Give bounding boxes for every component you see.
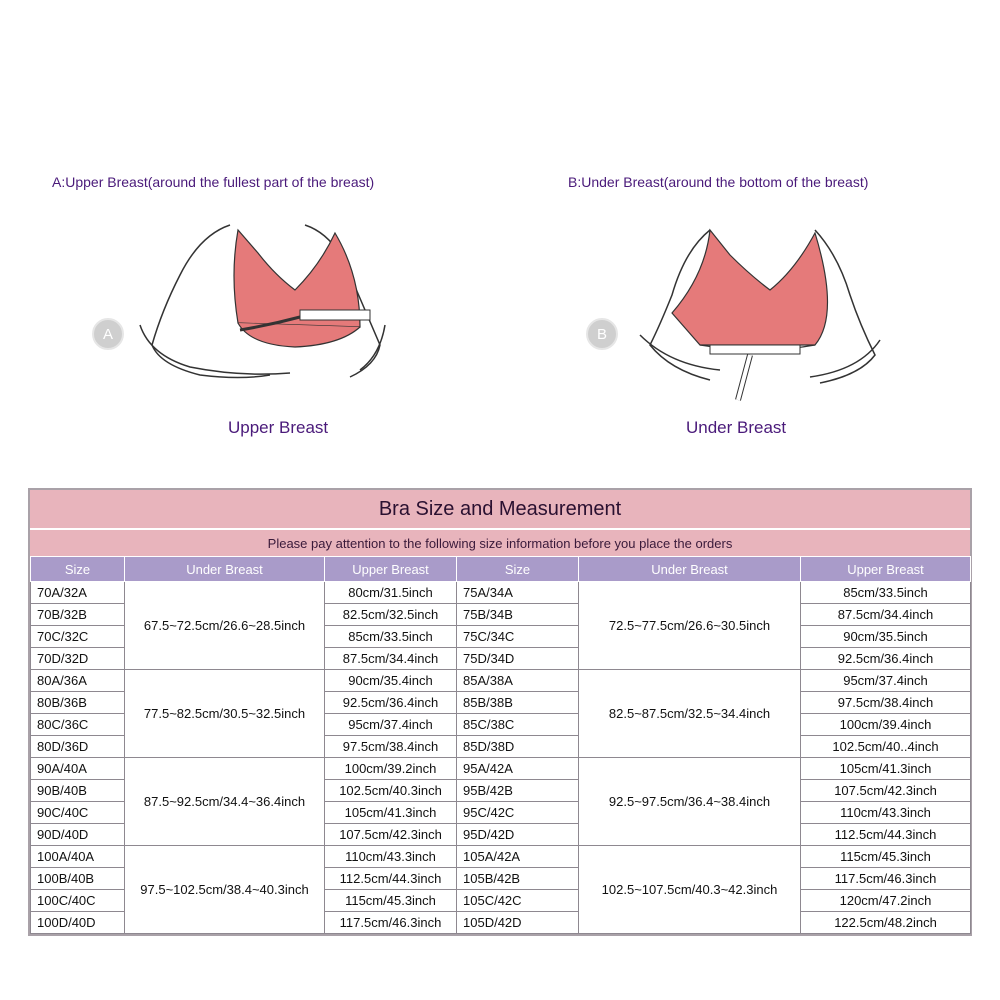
- upper-breast-cell: 95cm/37.4inch: [801, 670, 971, 692]
- size-cell: 105A/42A: [457, 846, 579, 868]
- size-cell: 80C/36C: [31, 714, 125, 736]
- size-cell: 100B/40B: [31, 868, 125, 890]
- upper-breast-cell: 80cm/31.5inch: [325, 582, 457, 604]
- size-cell: 70B/32B: [31, 604, 125, 626]
- size-cell: 100D/40D: [31, 912, 125, 934]
- under-breast-cell: 92.5~97.5cm/36.4~38.4inch: [579, 758, 801, 846]
- under-breast-cell: 97.5~102.5cm/38.4~40.3inch: [125, 846, 325, 934]
- badge-a: A: [92, 318, 124, 350]
- upper-breast-cell: 105cm/41.3inch: [325, 802, 457, 824]
- size-cell: 80B/36B: [31, 692, 125, 714]
- header-under-breast: Under Breast: [125, 557, 325, 582]
- size-cell: 105B/42B: [457, 868, 579, 890]
- upper-breast-cell: 85cm/33.5inch: [325, 626, 457, 648]
- upper-breast-cell: 115cm/45.3inch: [325, 890, 457, 912]
- upper-breast-cell: 92.5cm/36.4inch: [801, 648, 971, 670]
- header-upper-breast: Upper Breast: [325, 557, 457, 582]
- size-grid: [30, 556, 971, 934]
- upper-breast-cell: 115cm/45.3inch: [801, 846, 971, 868]
- under-breast-cell: 87.5~92.5cm/34.4~36.4inch: [125, 758, 325, 846]
- upper-breast-cell: 122.5cm/48.2inch: [801, 912, 971, 934]
- header-size: Size: [31, 557, 125, 582]
- upper-breast-cell: 90cm/35.5inch: [801, 626, 971, 648]
- size-cell: 90C/40C: [31, 802, 125, 824]
- upper-breast-cell: 102.5cm/40..4inch: [801, 736, 971, 758]
- upper-breast-cell: 100cm/39.2inch: [325, 758, 457, 780]
- table-title: Bra Size and Measurement: [30, 490, 970, 530]
- upper-breast-cell: 120cm/47.2inch: [801, 890, 971, 912]
- size-cell: 70C/32C: [31, 626, 125, 648]
- upper-breast-cell: 107.5cm/42.3inch: [325, 824, 457, 846]
- size-cell: 90B/40B: [31, 780, 125, 802]
- size-cell: 85D/38D: [457, 736, 579, 758]
- size-cell: 105D/42D: [457, 912, 579, 934]
- upper-breast-cell: 97.5cm/38.4inch: [801, 692, 971, 714]
- badge-b: B: [586, 318, 618, 350]
- size-cell: 95B/42B: [457, 780, 579, 802]
- size-cell: 70D/32D: [31, 648, 125, 670]
- size-cell: 95A/42A: [457, 758, 579, 780]
- upper-breast-cell: 92.5cm/36.4inch: [325, 692, 457, 714]
- label-upper-breast: Upper Breast: [228, 418, 329, 437]
- table-row: [31, 582, 971, 604]
- size-cell: 90A/40A: [31, 758, 125, 780]
- upper-breast-cell: 110cm/43.3inch: [801, 802, 971, 824]
- upper-breast-cell: 102.5cm/40.3inch: [325, 780, 457, 802]
- upper-breast-cell: 87.5cm/34.4inch: [325, 648, 457, 670]
- upper-breast-cell: 85cm/33.5inch: [801, 582, 971, 604]
- table-subtitle: Please pay attention to the following size information before you place the orders: [30, 530, 970, 556]
- size-cell: 80A/36A: [31, 670, 125, 692]
- upper-breast-cell: 110cm/43.3inch: [325, 846, 457, 868]
- size-cell: 75C/34C: [457, 626, 579, 648]
- size-cell: 85A/38A: [457, 670, 579, 692]
- caption-upper-breast: A:Upper Breast(around the fullest part of the breast): [52, 174, 375, 190]
- upper-breast-cell: 117.5cm/46.3inch: [801, 868, 971, 890]
- upper-breast-illustration: [80, 205, 460, 415]
- upper-breast-cell: 87.5cm/34.4inch: [801, 604, 971, 626]
- size-cell: 75D/34D: [457, 648, 579, 670]
- table-header-row: [31, 557, 971, 582]
- caption-under-breast: B:Under Breast(around the bottom of the breast): [568, 174, 869, 190]
- size-cell: 70A/32A: [31, 582, 125, 604]
- under-breast-cell: 77.5~82.5cm/30.5~32.5inch: [125, 670, 325, 758]
- upper-breast-cell: 95cm/37.4inch: [325, 714, 457, 736]
- table-row: [31, 758, 971, 780]
- size-cell: 85B/38B: [457, 692, 579, 714]
- header-under-breast: Under Breast: [579, 557, 801, 582]
- upper-breast-cell: 82.5cm/32.5inch: [325, 604, 457, 626]
- under-breast-illustration: [560, 205, 940, 415]
- upper-breast-cell: 107.5cm/42.3inch: [801, 780, 971, 802]
- size-cell: 85C/38C: [457, 714, 579, 736]
- under-breast-cell: 72.5~77.5cm/26.6~30.5inch: [579, 582, 801, 670]
- size-cell: 95D/42D: [457, 824, 579, 846]
- header-size: Size: [457, 557, 579, 582]
- size-cell: 95C/42C: [457, 802, 579, 824]
- size-cell: 90D/40D: [31, 824, 125, 846]
- upper-breast-cell: 105cm/41.3inch: [801, 758, 971, 780]
- upper-breast-cell: 97.5cm/38.4inch: [325, 736, 457, 758]
- under-breast-cell: 82.5~87.5cm/32.5~34.4inch: [579, 670, 801, 758]
- upper-breast-cell: 112.5cm/44.3inch: [325, 868, 457, 890]
- size-cell: 100A/40A: [31, 846, 125, 868]
- header-upper-breast: Upper Breast: [801, 557, 971, 582]
- size-cell: 105C/42C: [457, 890, 579, 912]
- under-breast-cell: 67.5~72.5cm/26.6~28.5inch: [125, 582, 325, 670]
- size-cell: 80D/36D: [31, 736, 125, 758]
- upper-breast-cell: 90cm/35.4inch: [325, 670, 457, 692]
- label-under-breast: Under Breast: [686, 418, 787, 437]
- table-row: [31, 670, 971, 692]
- table-row: [31, 846, 971, 868]
- under-breast-cell: 102.5~107.5cm/40.3~42.3inch: [579, 846, 801, 934]
- size-cell: 100C/40C: [31, 890, 125, 912]
- size-table: [28, 488, 972, 936]
- upper-breast-cell: 112.5cm/44.3inch: [801, 824, 971, 846]
- size-cell: 75A/34A: [457, 582, 579, 604]
- upper-breast-cell: 100cm/39.4inch: [801, 714, 971, 736]
- size-cell: 75B/34B: [457, 604, 579, 626]
- upper-breast-cell: 117.5cm/46.3inch: [325, 912, 457, 934]
